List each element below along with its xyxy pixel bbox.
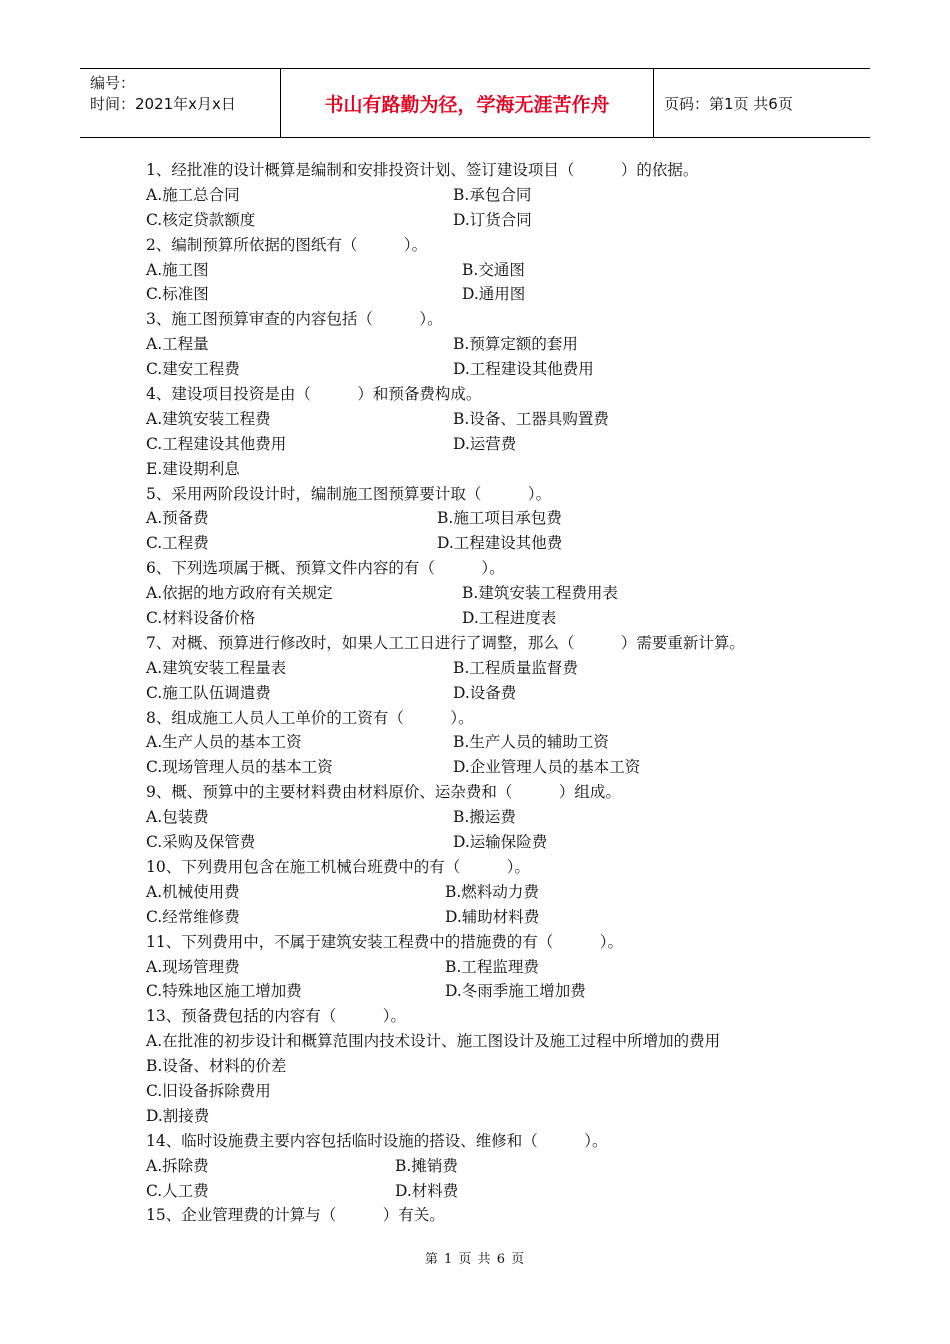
document-date: 时间：2021年x月x日 (90, 95, 236, 113)
question-stem: 11、下列费用中，不属于建筑安装工程费中的措施费的有（ ）。 (146, 932, 623, 951)
answer-option: B.工程质量监督费 (453, 658, 578, 677)
answer-option: C.经常维修费 (146, 907, 240, 926)
option-row (146, 407, 826, 432)
answer-option: A.拆除费 (146, 1156, 209, 1175)
option-row (146, 208, 826, 233)
page-footer: 第 1 页 共 6 页 (424, 1252, 526, 1267)
answer-option: B.预算定额的套用 (453, 335, 578, 354)
answer-option: B.建筑安装工程费用表 (462, 584, 618, 603)
option-row (146, 357, 826, 382)
answer-option: B.施工项目承包费 (437, 509, 562, 528)
answer-option: D.通用图 (462, 285, 526, 304)
answer-option: B.燃料动力费 (445, 882, 539, 901)
option-row (146, 1079, 826, 1104)
header-page-info: 页码：第1页 共6页 (664, 94, 793, 113)
answer-option: D.辅助材料费 (445, 907, 540, 926)
answer-option: D.工程建设其他费 (437, 534, 563, 553)
option-row (146, 1154, 826, 1179)
answer-option: B.承包合同 (453, 185, 532, 204)
question-stem: 14、临时设施费主要内容包括临时设施的搭设、维修和（ ）。 (146, 1131, 608, 1150)
question-stem: 8、组成施工人员人工单价的工资有（ ）。 (146, 708, 474, 727)
answer-option: B.设备、工器具购置费 (453, 409, 609, 428)
question-stem: 13、预备费包括的内容有（ ）。 (146, 1007, 406, 1026)
option-row (146, 905, 826, 930)
answer-option: C.施工队伍调遣费 (146, 683, 271, 702)
option-row (146, 258, 826, 283)
answer-option: A.现场管理费 (146, 957, 240, 976)
answer-option: D.企业管理人员的基本工资 (453, 758, 641, 777)
option-row (146, 606, 826, 631)
answer-option: C.工程费 (146, 534, 209, 553)
option-row (146, 432, 826, 457)
answer-option: C.工程建设其他费用 (146, 434, 287, 453)
option-row (146, 183, 826, 208)
answer-option: A.机械使用费 (146, 882, 240, 901)
answer-option: B.设备、材料的价差 (146, 1057, 287, 1076)
option-row (146, 955, 826, 980)
option-row (146, 805, 826, 830)
answer-option: D.冬雨季施工增加费 (445, 982, 586, 1001)
question-stem: 5、采用两阶段设计时，编制施工图预算要计取（ ）。 (146, 484, 552, 503)
question-stem: 3、施工图预算审查的内容包括（ ）。 (146, 310, 443, 329)
answer-option: C.采购及保管费 (146, 833, 256, 852)
answer-option: C.人工费 (146, 1181, 209, 1200)
answer-option: A.包装费 (146, 808, 209, 827)
answer-option: C.标准图 (146, 285, 209, 304)
answer-option: A.工程量 (146, 335, 209, 354)
answer-option: C.材料设备价格 (146, 609, 256, 628)
option-row (146, 1054, 826, 1079)
answer-option: A.预备费 (146, 509, 209, 528)
answer-option: A.建筑安装工程费 (146, 409, 271, 428)
option-row (146, 332, 826, 357)
question-stem: 7、对概、预算进行修改时，如果人工工日进行了调整，那么（ ）需要重新计算。 (146, 633, 745, 652)
option-row (146, 506, 826, 531)
question-list (146, 158, 826, 1228)
answer-option: B.工程监理费 (445, 957, 539, 976)
answer-option: D.运输保险费 (453, 833, 548, 852)
question-stem: 4、建设项目投资是由（ ）和预备费构成。 (146, 385, 482, 404)
document-number-label: 编号： (90, 74, 136, 92)
option-row (146, 1029, 826, 1054)
answer-option: A.建筑安装工程量表 (146, 658, 287, 677)
option-row (146, 755, 826, 780)
answer-option: C.现场管理人员的基本工资 (146, 758, 333, 777)
option-row (146, 880, 826, 905)
answer-option: D.工程建设其他费用 (453, 360, 594, 379)
answer-option: C.建安工程费 (146, 360, 240, 379)
header-motto: 书山有路勤为径，学海无涯苦作舟 (281, 69, 654, 137)
header-meta (80, 69, 281, 137)
answer-option: A.施工总合同 (146, 185, 240, 204)
option-row (146, 681, 826, 706)
answer-option: C.旧设备拆除费用 (146, 1081, 271, 1100)
answer-option: D.订货合同 (453, 210, 532, 229)
option-row (146, 830, 826, 855)
answer-option: C.特殊地区施工增加费 (146, 982, 302, 1001)
answer-option: D.设备费 (453, 683, 517, 702)
option-row (146, 730, 826, 755)
question-stem: 1、经批准的设计概算是编制和安排投资计划、签订建设项目（ ）的依据。 (146, 161, 699, 179)
option-row (146, 531, 826, 556)
answer-option: B.摊销费 (395, 1156, 458, 1175)
answer-option: D.割接费 (146, 1106, 210, 1125)
answer-option: E.建设期利息 (146, 459, 240, 478)
answer-option: D.工程进度表 (462, 609, 557, 628)
question-stem: 6、下列选项属于概、预算文件内容的有（ ）。 (146, 559, 505, 578)
option-row (146, 457, 826, 482)
answer-option: A.生产人员的基本工资 (146, 733, 302, 752)
answer-option: A.依据的地方政府有关规定 (146, 584, 333, 603)
option-row (146, 1104, 826, 1129)
answer-option: B.生产人员的辅助工资 (453, 733, 609, 752)
answer-option: B.搬运费 (453, 808, 516, 827)
document-header (80, 68, 870, 138)
answer-option: B.交通图 (462, 260, 525, 279)
answer-option: D.材料费 (395, 1181, 459, 1200)
answer-option: C.核定贷款额度 (146, 210, 256, 229)
question-stem: 2、编制预算所依据的图纸有（ ）。 (146, 235, 428, 254)
question-stem: 15、企业管理费的计算与（ ）有关。 (146, 1206, 445, 1225)
answer-option: A.施工图 (146, 260, 209, 279)
option-row (146, 282, 826, 307)
answer-option: A.在批准的初步设计和概算范围内技术设计、施工图设计及施工过程中所增加的费用 (146, 1032, 721, 1051)
option-row (146, 979, 826, 1004)
question-stem: 10、下列费用包含在施工机械台班费中的有（ ）。 (146, 857, 530, 876)
question-stem: 9、概、预算中的主要材料费由材料原价、运杂费和（ ）组成。 (146, 783, 621, 802)
option-row (146, 656, 826, 681)
answer-option: D.运营费 (453, 434, 517, 453)
option-row (146, 1179, 826, 1204)
option-row (146, 581, 826, 606)
